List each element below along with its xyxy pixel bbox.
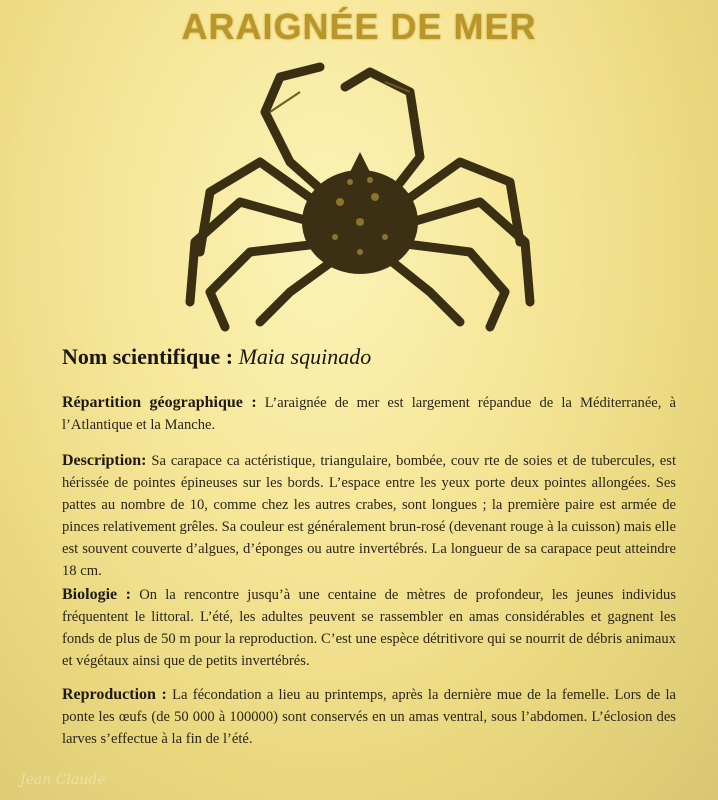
- section-text: La fécondation a lieu au printemps, après la dernière mue de la femelle. Lors de la ponte les œufs (de 50 000 à 100000) sont conservés en un amas ventral, sous l’abdomen. L’éclosion des larves s’effectue à la fin de l’été.: [62, 687, 676, 747]
- section-heading: Répartition géographique :: [62, 394, 257, 411]
- section-heading: Description:: [62, 452, 147, 469]
- section-reproduction: [62, 684, 676, 750]
- crab-illustration: [170, 52, 550, 342]
- section-description: [62, 450, 676, 582]
- section-text: On la rencontre jusqu’à une centaine de mètres de profondeur, les jeunes individus fréquentent le littoral. L’été, les adultes peuvent se rassembler en amas considérables et gagnent les fonds de plus de 50 m pour la reproduction. C’est une espèce détritivore qui se nourrit de débris animaux et végétaux ainsi que de petits invertébrés.: [62, 587, 676, 669]
- section-biologie: [62, 584, 676, 672]
- section-heading: Reproduction :: [62, 686, 167, 703]
- photographer-signature: Jean Claude: [20, 772, 106, 788]
- section-text: L’araignée de mer est largement répandue de la Méditerranée, à l’Atlantique et la Manche.: [62, 395, 676, 433]
- section-text: Sa carapace ca actéristique, triangulaire, bombée, couv rte de soies et de tubercules, est hérissée de pointes épineuses sur les bords. L’espace entre les yeux porte deux pointes allongées. Ses pattes au nombre de 10, comme chez les autres crabes, sont longues ; la première paire est armée de pinces relativement grêles. Sa couleur est généralement brun-rosé (devenant rouge à la cuisson) mais elle est souvent couverte d’algues, d’éponges ou autre invertébrés. La longueur de sa carapace peut atteindre 18 cm.: [62, 453, 676, 579]
- page-title: ARAIGNÉE DE MER: [181, 6, 537, 47]
- scientific-label: Nom scientifique :: [62, 344, 234, 369]
- section-repartition: [62, 392, 676, 436]
- scientific-name-line: [62, 344, 371, 370]
- section-heading: Biologie :: [62, 586, 131, 603]
- scientific-name: Maia squinado: [238, 344, 372, 369]
